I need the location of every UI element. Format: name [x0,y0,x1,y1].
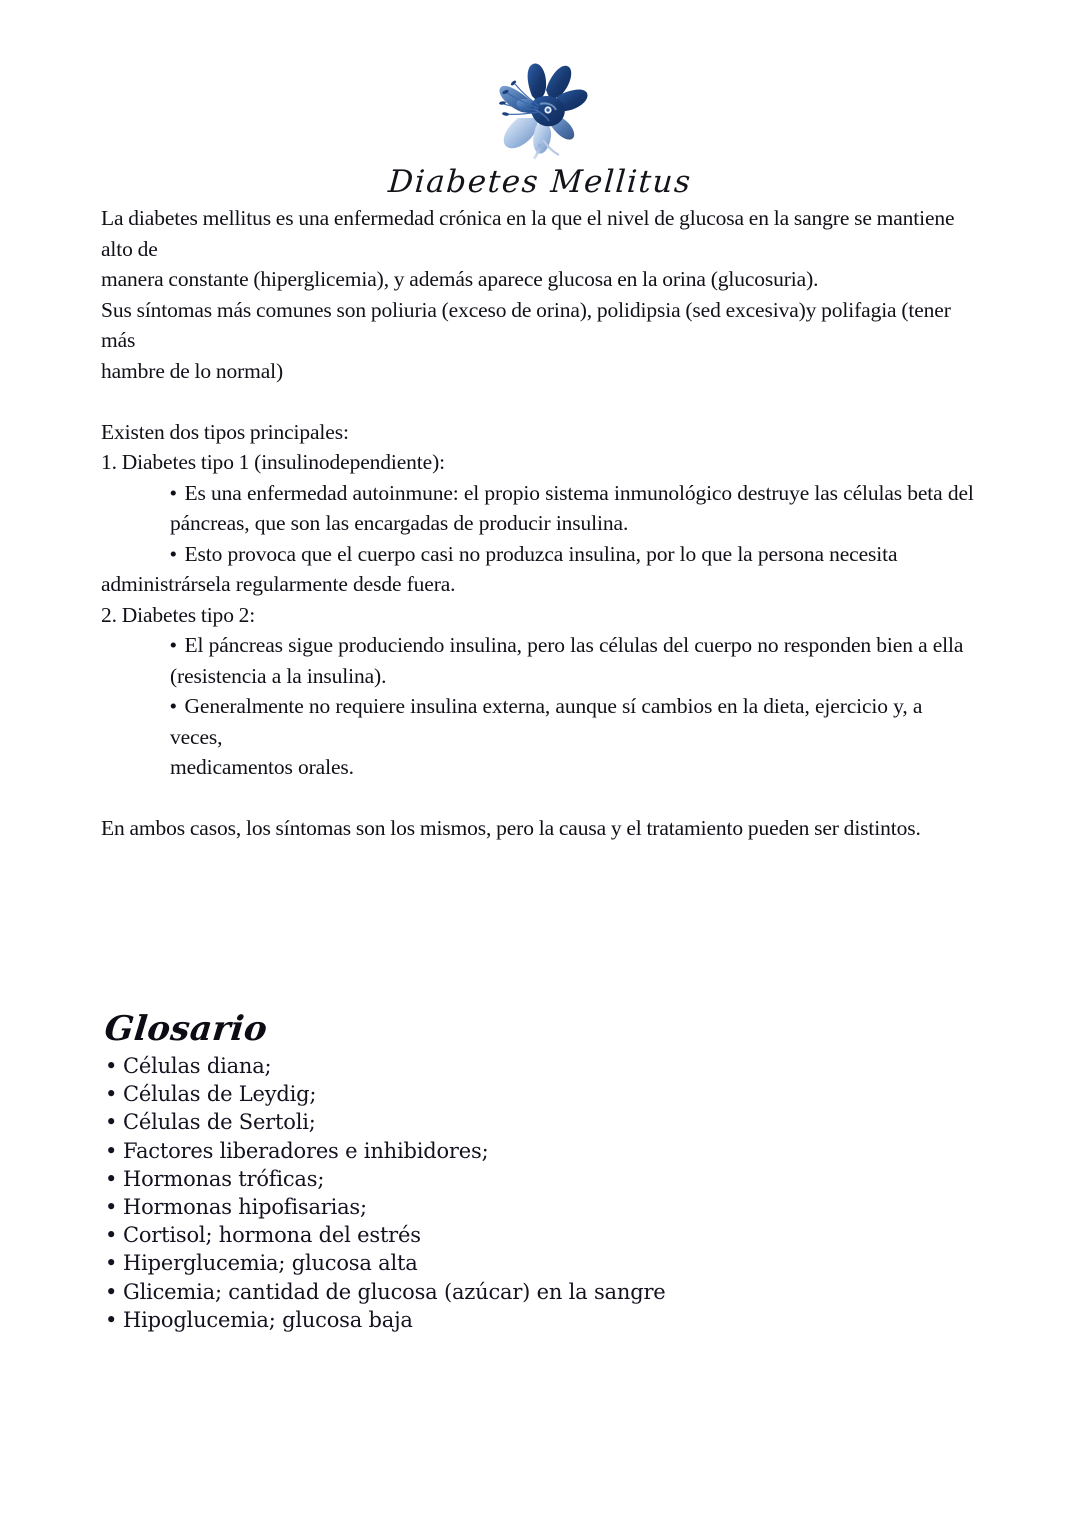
type1-heading: 1. Diabetes tipo 1 (insulinodependiente): [101,450,445,474]
page-title: Diabetes Mellitus [387,164,693,200]
list-item [101,1278,801,1306]
glossary-term: Hormonas hipofisarias; [123,1195,367,1220]
type2-bullet-1-text: El páncreas sigue produciendo insulina, pero las células del cuerpo no responden bien a ella [184,633,964,657]
glossary-term: Cortisol; hormona del estrés [123,1223,421,1248]
list-item [101,1165,801,1193]
bullet-icon: • [105,1110,118,1135]
bullet-icon: • [169,541,177,566]
closing-paragraph: En ambos casos, los síntomas son los mismos, pero la causa y el tratamiento pueden ser distintos. [101,816,921,840]
intro-paragraph-1-line-2: manera constante (hiperglicemia), y además aparece glucosa en la orina (glucosuria). [101,267,819,291]
blue-lily-flower-icon [474,52,606,160]
glossary-term: Hormonas tróficas; [123,1166,325,1191]
bullet-icon: • [105,1279,118,1304]
glossary-term: Células de Sertoli; [123,1110,316,1135]
intro-paragraph-1-line-1: La diabetes mellitus es una enfermedad crónica en la que el nivel de glucosa en la sangre se mantiene alto de [101,206,955,261]
bullet-icon: • [169,694,177,718]
glossary-title: Glosario [102,1009,270,1049]
intro-paragraph-2-line-1: Sus síntomas más comunes son poliuria (exceso de orina), polidipsia (sed excesiva)y polifagia (tener más [101,297,951,352]
list-item [101,1137,801,1165]
document-body [101,203,977,844]
bullet-icon: • [105,1138,118,1163]
intro-paragraph-2-line-2: hambre de lo normal) [101,358,284,383]
list-item [101,1108,801,1136]
type1-bullet-2-continuation: administrársela regularmente desde fuera. [101,572,456,596]
glossary-term: Hiperglucemia; glucosa alta [123,1251,418,1276]
type2-bullet-2-text: Generalmente no requiere insulina externa, aunque sí cambios en la dieta, ejercicio y, a veces, [170,694,923,749]
bullet-icon: • [105,1082,118,1107]
list-item [101,1193,801,1221]
type1-bullet-1-continuation: páncreas, que son las encargadas de producir insulina. [170,511,629,535]
type2-bullet-1-continuation: (resistencia a la insulina). [170,663,387,688]
bullet-icon: • [105,1223,118,1248]
type1-bullet-2 [101,539,977,570]
glossary-term: Hipoglucemia; glucosa baja [123,1307,413,1332]
bullet-icon: • [105,1195,118,1220]
list-item [101,1080,801,1108]
bullet-icon: • [169,633,177,657]
list-item [101,1052,801,1080]
type2-bullet-1 [101,630,977,661]
list-item [101,1306,801,1334]
glossary-term: Células diana; [123,1054,272,1078]
type1-bullet-1-text: Es una enfermedad autoinmune: el propio sistema inmunológico destruye las células beta del [184,480,974,505]
list-item [101,1249,801,1277]
type2-heading: 2. Diabetes tipo 2: [101,602,256,627]
bullet-icon: • [105,1307,118,1332]
bullet-icon: • [105,1251,118,1276]
type2-bullet-2 [101,691,977,752]
paragraph-spacer [101,386,977,417]
glossary-section [101,1009,801,1334]
bullet-icon: • [105,1166,118,1191]
glossary-term: Factores liberadores e inhibidores; [123,1138,489,1163]
types-lead-in: Existen dos tipos principales: [101,419,349,444]
glossary-term: Células de Leydig; [123,1082,317,1107]
type1-bullet-2-text: Esto provoca que el cuerpo casi no produzca insulina, por lo que la persona necesita [184,541,898,566]
list-item [101,1221,801,1249]
glossary-list [101,1052,801,1334]
type1-bullet-1 [101,478,977,509]
document-header [0,52,1080,199]
glossary-term: Glicemia; cantidad de glucosa (azúcar) en la sangre [123,1279,666,1304]
bullet-icon: • [105,1054,118,1078]
bullet-icon: • [169,480,177,505]
type2-bullet-2-continuation: medicamentos orales. [170,755,354,779]
closing-spacer [101,783,977,814]
